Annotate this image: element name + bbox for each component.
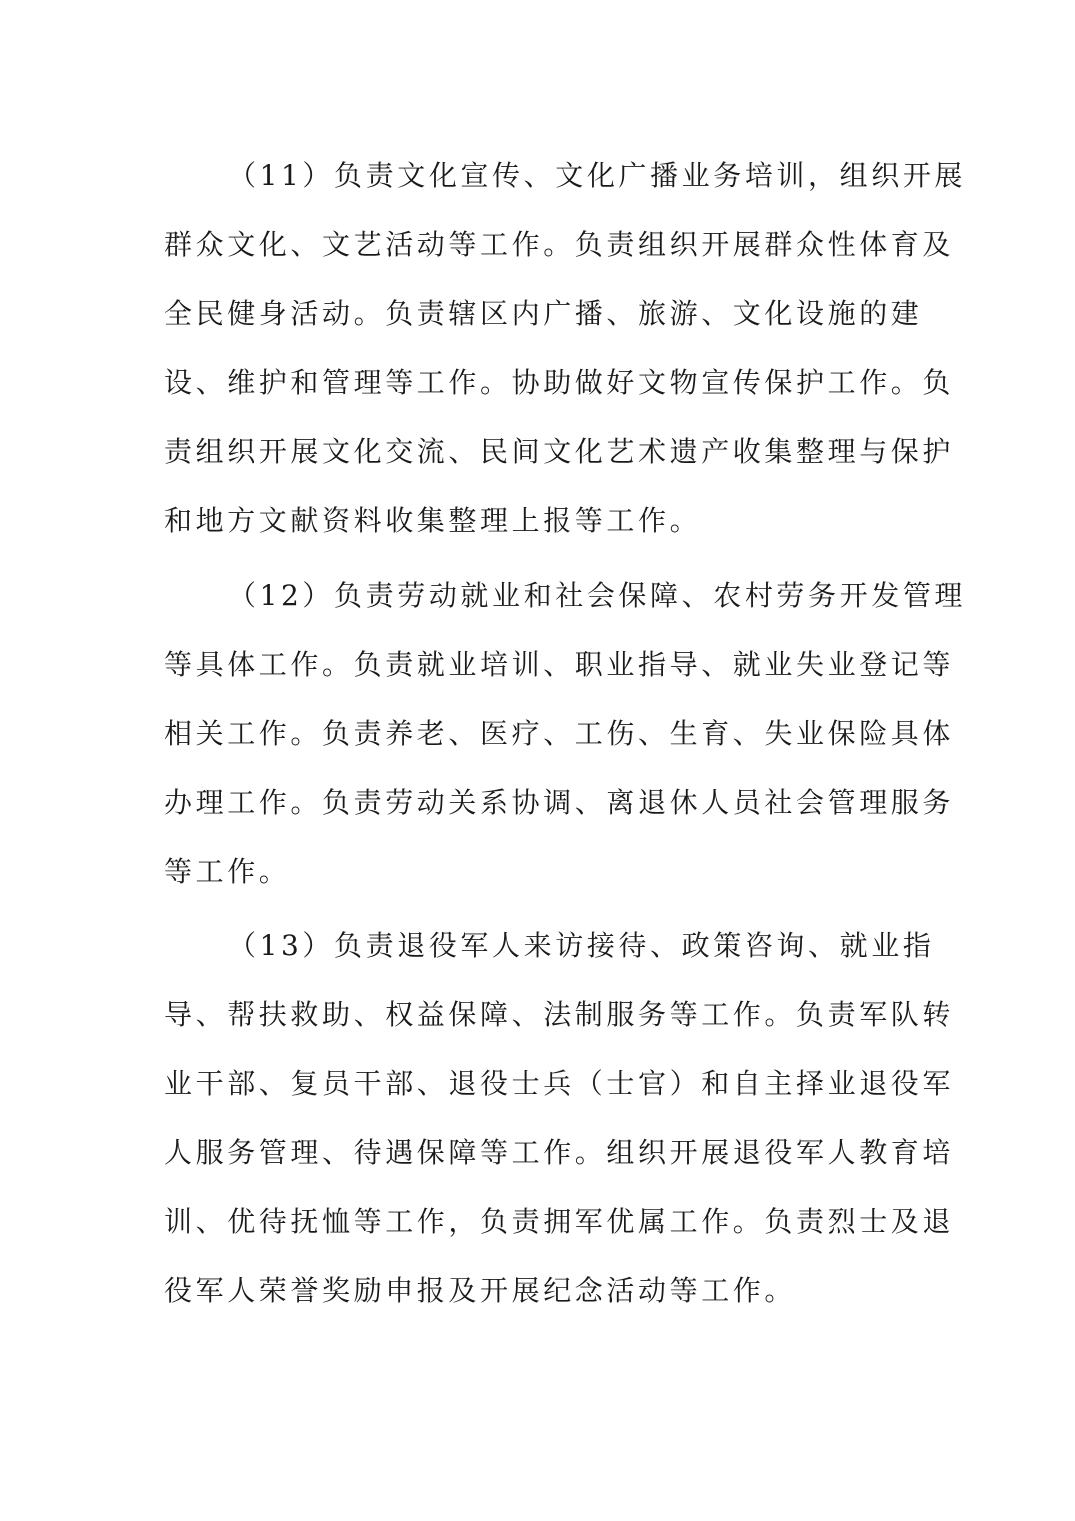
paragraph-12	[164, 561, 967, 906]
paragraph-line: 全民健身活动。负责辖区内广播、旅游、文化设施的建	[164, 297, 923, 330]
paragraph-line: 群众文化、文艺活动等工作。负责组织开展群众性体育及	[164, 228, 955, 261]
paragraph-line: 办理工作。负责劳动关系协调、离退休人员社会管理服务	[164, 786, 955, 819]
paragraph-line: 等工作。	[164, 855, 291, 888]
paragraph-line: 人服务管理、待遇保障等工作。组织开展退役军人教育培	[164, 1136, 955, 1169]
paragraph-line: 和地方文献资料收集整理上报等工作。	[164, 504, 702, 537]
paragraph-line: 业干部、复员干部、退役士兵（士官）和自主择业退役军	[164, 1067, 955, 1100]
paragraph-line: 导、帮扶救助、权益保障、法制服务等工作。负责军队转	[164, 998, 955, 1031]
paragraph-line: （11）负责文化宣传、文化广播业务培训，组织开展	[228, 159, 967, 192]
paragraph-13	[164, 911, 955, 1325]
paragraph-line: （13）负责退役军人来访接待、政策咨询、就业指	[228, 929, 935, 962]
paragraph-11	[164, 141, 967, 555]
paragraph-line: 设、维护和管理等工作。协助做好文物宣传保护工作。负	[164, 366, 955, 399]
paragraph-line: 训、优待抚恤等工作，负责拥军优属工作。负责烈士及退	[164, 1205, 955, 1238]
paragraph-line: 役军人荣誉奖励申报及开展纪念活动等工作。	[164, 1274, 797, 1307]
paragraph-line: 等具体工作。负责就业培训、职业指导、就业失业登记等	[164, 648, 955, 681]
paragraph-line: 责组织开展文化交流、民间文化艺术遗产收集整理与保护	[164, 435, 955, 468]
paragraph-line: （12）负责劳动就业和社会保障、农村劳务开发管理	[228, 579, 967, 612]
paragraph-line: 相关工作。负责养老、医疗、工伤、生育、失业保险具体	[164, 717, 955, 750]
